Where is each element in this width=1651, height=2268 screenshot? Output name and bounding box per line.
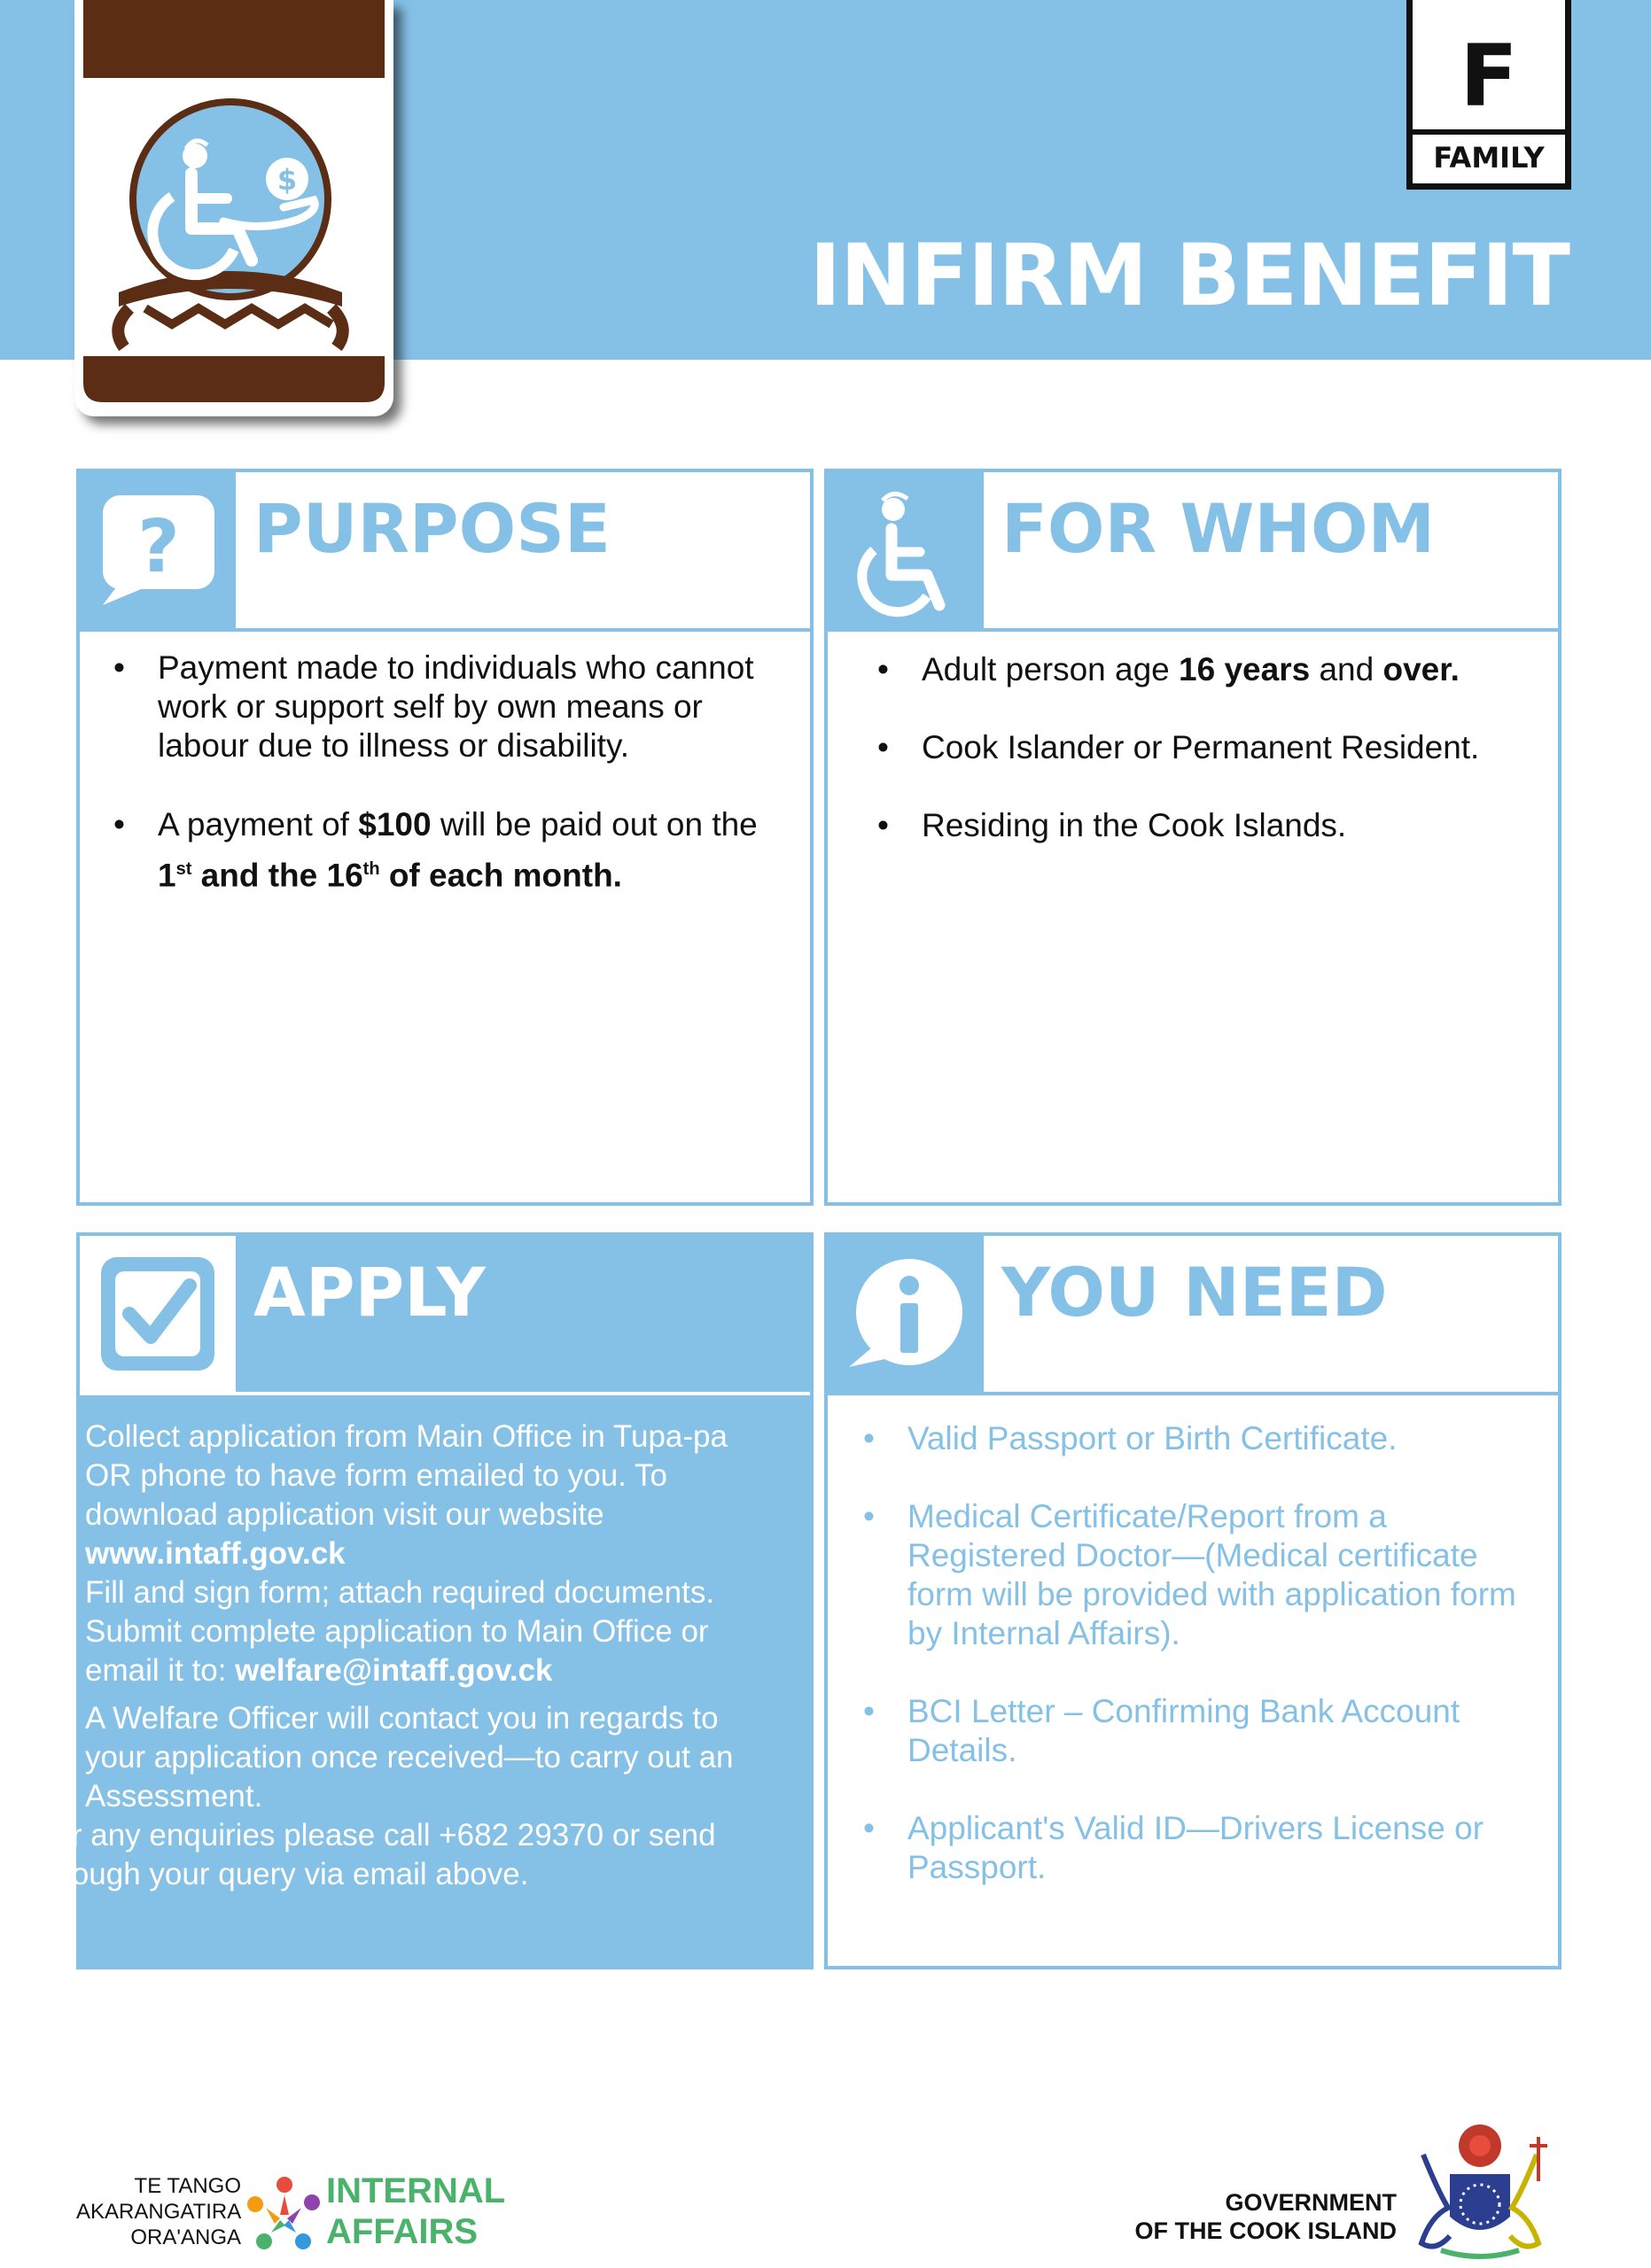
purpose-item-text: Payment made to individuals who cannot work or support self by own means or labour due to illness or disability. [158,649,754,764]
list-item [863,1497,1519,1653]
requirement-text: Valid Passport or Birth Certificate. [907,1420,1398,1456]
government-line: GOVERNMENT [1225,2189,1397,2216]
ministry-maori-line: AKARANGATIRA [76,2200,242,2224]
payment-day-2-suffix: th [362,859,380,879]
ministry-maori-name [76,2173,241,2250]
checkbox-icon [80,1236,236,1392]
apply-step [35,1699,780,1816]
ministry-maori-line: TE TANGO [134,2174,241,2198]
apply-step [35,1612,780,1690]
government-line: OF THE COOK ISLAND [1134,2218,1397,2244]
payment-tail: of each month. [379,857,622,894]
list-item [877,728,1551,767]
for-whom-icon-box [828,472,984,628]
step-text: Fill and sign form; attach required documents. [85,1575,715,1610]
payment-day-1-suffix: st [175,859,192,879]
minimum-age: 16 years [1179,651,1311,687]
step-text: Submit complete application to Main Office or email it to: [85,1614,709,1688]
step-number: 3. [35,1614,62,1649]
ministry-maori-line: ORA'ANGA [130,2225,241,2249]
for-whom-item-text: Residing in the Cook Islands. [922,807,1347,843]
list-item [863,1692,1519,1770]
category-badge [1406,0,1571,190]
category-label: FAMILY [1433,141,1545,175]
purpose-list [113,649,787,897]
badge-divider [1413,129,1565,135]
ministry-brand-name [326,2171,505,2252]
for-whom-list [877,650,1551,845]
list-item [863,1809,1519,1887]
step-number: 2. [35,1575,62,1610]
benefit-logo-tile [74,0,393,416]
requirement-text: Medical Certificate/Report from a Registered Doctor—(Medical certificate form will be provided with application form by Internal Affairs). [907,1498,1516,1651]
requirement-text: BCI Letter – Confirming Bank Account Details. [907,1693,1460,1768]
payment-amount: $100 [358,806,432,843]
wheelchair-icon [828,472,984,628]
purpose-icon-box [80,472,236,628]
ministry-brand-line: INTERNAL [326,2171,506,2210]
you-need-list [863,1419,1519,1887]
step-text: Collect application from Main Office in Tupa-pa OR phone to have form emailed to you. To download application visit our website [85,1419,728,1532]
info-bubble-icon [828,1236,984,1392]
apply-steps [35,1418,780,1894]
enquiries-text: For any enquiries please call +682 29370 or send through your query via email above. [35,1818,716,1891]
payment-joiner: and the [191,857,327,894]
for-whom-item-text: and [1310,651,1383,687]
list-item [863,1419,1519,1458]
category-letter: F [1460,27,1518,126]
page-title: INFIRM BENEFIT [809,226,1569,325]
purpose-item-text: A payment of [158,806,359,843]
people-star-icon [245,2169,324,2254]
purpose-heading: PURPOSE [253,489,611,568]
coat-of-arms-icon [1406,2119,1556,2264]
purpose-item-text: will be paid out on the [431,806,758,843]
requirement-text: Applicant's Valid ID—Drivers License or Passport. [907,1810,1484,1885]
payment-day-1: 1 [158,857,176,894]
step-number: 1. [35,1419,62,1454]
website-link[interactable]: www.intaff.gov.ck [85,1536,346,1571]
apply-heading: APPLY [253,1253,486,1332]
email-link[interactable]: welfare@intaff.gov.ck [235,1653,553,1688]
you-need-icon-box [828,1236,984,1392]
apply-icon-box [80,1236,236,1392]
apply-step [35,1573,780,1612]
ministry-brand-line: AFFAIRS [326,2212,479,2251]
step-number: 4. [35,1701,62,1736]
svg-text:$: $ [276,163,298,197]
for-whom-item-text: Adult person age [922,651,1180,687]
list-item [113,803,787,897]
for-whom-item-text: Cook Islander or Permanent Resident. [922,729,1480,765]
wheelchair-hand-money-icon [74,0,393,416]
list-item [877,806,1551,845]
government-name [1108,2188,1397,2245]
payment-day-2: 16 [326,857,363,894]
list-item [877,650,1551,689]
step-text: A Welfare Officer will contact you in regards to your application once received—to carry out an Assessment. [85,1701,734,1814]
question-bubble-icon [80,472,236,628]
apply-step [35,1418,780,1573]
for-whom-heading: FOR WHOM [1001,489,1436,568]
you-need-heading: YOU NEED [1001,1253,1388,1332]
age-over: over. [1382,651,1460,687]
svg-text:?: ? [137,505,180,589]
list-item [113,649,787,765]
